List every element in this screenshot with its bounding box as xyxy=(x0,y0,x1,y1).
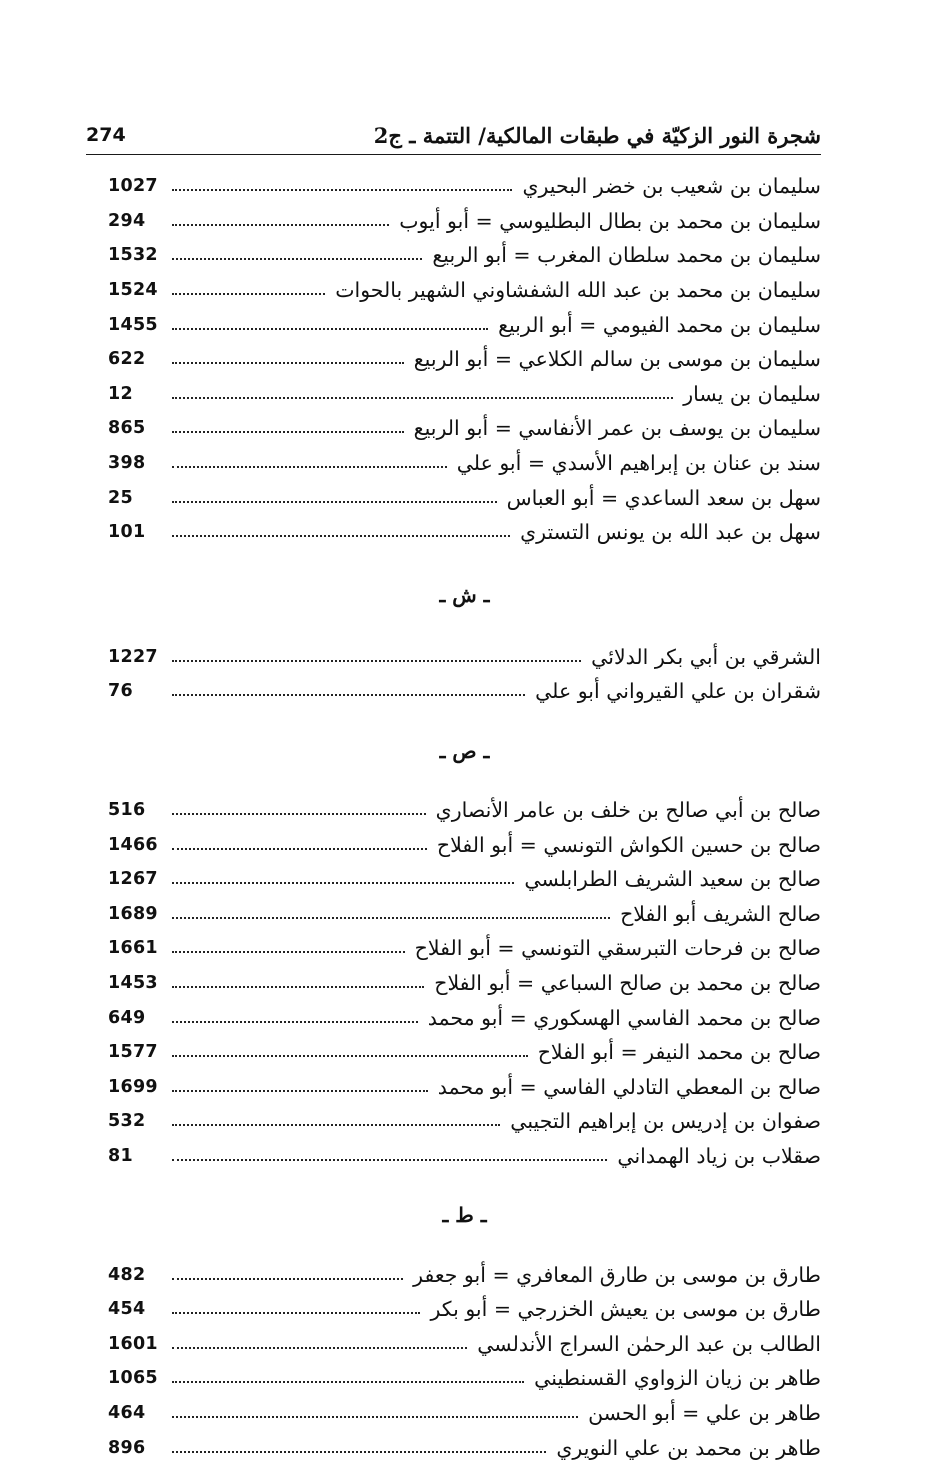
entry-page-number: 622 xyxy=(108,349,146,370)
index-entry xyxy=(108,1104,821,1139)
entry-page-number: 464 xyxy=(108,1402,146,1423)
index-list xyxy=(108,169,821,1465)
entry-page-number: 1227 xyxy=(108,646,158,667)
entry-page-number: 516 xyxy=(108,800,146,821)
dot-leader xyxy=(172,328,488,330)
index-entry xyxy=(108,674,821,709)
index-entry xyxy=(108,827,821,862)
section-letter-heading: ـ ش ـ xyxy=(439,582,490,607)
entry-name: سليمان بن محمد بن عبد الله الشفشاوني الشهير بالحوات xyxy=(335,278,821,303)
entry-page-number: 81 xyxy=(108,1145,133,1166)
index-entry xyxy=(108,411,821,446)
entry-page-number: 1601 xyxy=(108,1333,158,1354)
entry-page-number: 1453 xyxy=(108,972,158,993)
index-entry xyxy=(108,204,821,239)
entry-name: صالح بن سعيد الشريف الطرابلسي xyxy=(524,867,821,892)
index-entry xyxy=(108,273,821,308)
entry-page-number: 101 xyxy=(108,522,146,543)
index-entry xyxy=(108,1292,821,1327)
dot-leader xyxy=(172,258,422,260)
section-letter-heading: ـ ص ـ xyxy=(439,738,490,763)
entry-name: طاهر بن علي = أبو الحسن xyxy=(588,1400,821,1425)
running-title: شجرة النور الزكيّة في طبقات المالكية/ التتمة ـ ج2 xyxy=(373,122,821,148)
index-entry xyxy=(108,238,821,273)
entry-name: صالح بن المعطي التادلي الفاسي = أبو محمد xyxy=(437,1074,821,1099)
index-entry xyxy=(108,1430,821,1465)
dot-leader xyxy=(172,466,447,468)
index-entry xyxy=(108,480,821,515)
dot-leader xyxy=(172,1451,546,1453)
entry-page-number: 1027 xyxy=(108,176,158,197)
index-entry xyxy=(108,446,821,481)
entry-page-number: 76 xyxy=(108,681,133,702)
entry-name: صالح بن حسين الكواش التونسي = أبو الفلاح xyxy=(436,832,821,857)
index-entry xyxy=(108,1361,821,1396)
dot-leader xyxy=(172,1021,418,1023)
dot-leader xyxy=(172,224,389,226)
index-entry xyxy=(108,377,821,412)
dot-leader xyxy=(172,813,426,815)
entry-page-number: 1524 xyxy=(108,280,158,301)
dot-leader xyxy=(172,917,610,919)
entry-name: سليمان بن شعيب بن خضر البحيري xyxy=(522,174,821,199)
entry-name: الطالب بن عبد الرحمٰن السراج الأندلسي xyxy=(477,1331,821,1356)
entry-page-number: 294 xyxy=(108,210,146,231)
index-entry xyxy=(108,640,821,675)
entry-page-number: 649 xyxy=(108,1007,146,1028)
dot-leader xyxy=(172,1278,403,1280)
dot-leader xyxy=(172,1381,524,1383)
entry-page-number: 865 xyxy=(108,418,146,439)
entry-page-number: 1455 xyxy=(108,314,158,335)
index-entry xyxy=(108,307,821,342)
index-entry xyxy=(108,1396,821,1431)
entry-name: سليمان بن محمد بن بطال البطليوسي = أبو أيوب xyxy=(399,208,821,233)
entry-page-number: 398 xyxy=(108,453,146,474)
entry-name: طارق بن موسى بن طارق المعافري = أبو جعفر xyxy=(413,1262,821,1287)
dot-leader xyxy=(172,986,424,988)
entry-name: سليمان بن محمد الفيومي = أبو الربيع xyxy=(498,312,821,337)
index-entry xyxy=(108,1326,821,1361)
dot-leader xyxy=(172,1312,420,1314)
entry-name: سهل بن عبد الله بن يونس التستري xyxy=(520,520,821,545)
dot-leader xyxy=(172,501,497,503)
section-letter-heading: ـ ط ـ xyxy=(442,1203,487,1228)
entry-name: سهل بن سعد الساعدي = أبو العباس xyxy=(506,485,821,510)
entry-page-number: 482 xyxy=(108,1264,146,1285)
index-entry xyxy=(108,515,821,550)
dot-leader xyxy=(172,1416,578,1418)
dot-leader xyxy=(172,694,525,696)
dot-leader xyxy=(172,660,581,662)
dot-leader xyxy=(172,1347,467,1349)
entry-name: سليمان بن يوسف بن عمر الأنفاسي = أبو الربيع xyxy=(413,416,821,441)
entry-page-number: 1699 xyxy=(108,1076,158,1097)
dot-leader xyxy=(172,362,404,364)
entry-name: سليمان بن محمد سلطان المغرب = أبو الربيع xyxy=(432,243,821,268)
index-entry xyxy=(108,1257,821,1292)
entry-page-number: 12 xyxy=(108,383,133,404)
entry-page-number: 1267 xyxy=(108,869,158,890)
dot-leader xyxy=(172,951,405,953)
entry-name: صقلاب بن زياد الهمداني xyxy=(617,1143,821,1168)
entry-name: صالح بن محمد النيفر = أبو الفلاح xyxy=(537,1040,821,1065)
page-number: 274 xyxy=(86,124,126,146)
entry-name: طاهر بن زيان الزواوي القسنطيني xyxy=(534,1366,821,1391)
dot-leader xyxy=(172,535,510,537)
entry-page-number: 1466 xyxy=(108,834,158,855)
index-entry xyxy=(108,966,821,1001)
entry-name: سند بن عنان بن إبراهيم الأسدي = أبو علي xyxy=(456,451,821,476)
dot-leader xyxy=(172,1124,500,1126)
index-entry xyxy=(108,1139,821,1174)
index-entry xyxy=(108,342,821,377)
index-entry xyxy=(108,169,821,204)
index-entry xyxy=(108,1000,821,1035)
dot-leader xyxy=(172,882,514,884)
entry-name: الشرقي بن أبي بكر الدلائي xyxy=(591,644,821,669)
entry-page-number: 1661 xyxy=(108,938,158,959)
entry-page-number: 1577 xyxy=(108,1042,158,1063)
index-entry xyxy=(108,1069,821,1104)
entry-name: شقران بن علي القيرواني أبو علي xyxy=(535,679,821,704)
dot-leader xyxy=(172,293,325,295)
dot-leader xyxy=(172,848,427,850)
dot-leader xyxy=(172,1159,607,1161)
dot-leader xyxy=(172,1090,428,1092)
dot-leader xyxy=(172,1055,528,1057)
dot-leader xyxy=(172,431,404,433)
index-entry xyxy=(108,862,821,897)
entry-page-number: 896 xyxy=(108,1437,146,1458)
entry-name: صالح بن أبي صالح بن خلف بن عامر الأنصاري xyxy=(435,798,821,823)
entry-page-number: 532 xyxy=(108,1111,146,1132)
index-entry xyxy=(108,897,821,932)
entry-name: طاهر بن محمد بن علي النويري xyxy=(556,1435,821,1460)
entry-page-number: 25 xyxy=(108,487,133,508)
entry-page-number: 1532 xyxy=(108,245,158,266)
page-header xyxy=(86,116,821,155)
entry-page-number: 1689 xyxy=(108,903,158,924)
index-entry xyxy=(108,1035,821,1070)
dot-leader xyxy=(172,189,512,191)
index-entry xyxy=(108,793,821,828)
entry-name: سليمان بن يسار xyxy=(683,381,821,406)
dot-leader xyxy=(172,397,673,399)
entry-page-number: 454 xyxy=(108,1299,146,1320)
entry-name: صالح بن محمد بن صالح السباعي = أبو الفلاح xyxy=(434,970,821,995)
entry-name: صفوان بن إدريس بن إبراهيم التجيبي xyxy=(510,1109,821,1134)
entry-name: سليمان بن موسى بن سالم الكلاعي = أبو الربيع xyxy=(413,347,821,372)
index-entry xyxy=(108,931,821,966)
entry-name: طارق بن موسى بن يعيش الخزرجي = أبو بكر xyxy=(430,1297,821,1322)
entry-name: صالح بن محمد الفاسي الهسكوري = أبو محمد xyxy=(427,1005,821,1030)
entry-name: صالح الشريف أبو الفلاح xyxy=(620,901,821,926)
entry-name: صالح بن فرحات التبرسقي التونسي = أبو الفلاح xyxy=(414,936,821,961)
entry-page-number: 1065 xyxy=(108,1368,158,1389)
